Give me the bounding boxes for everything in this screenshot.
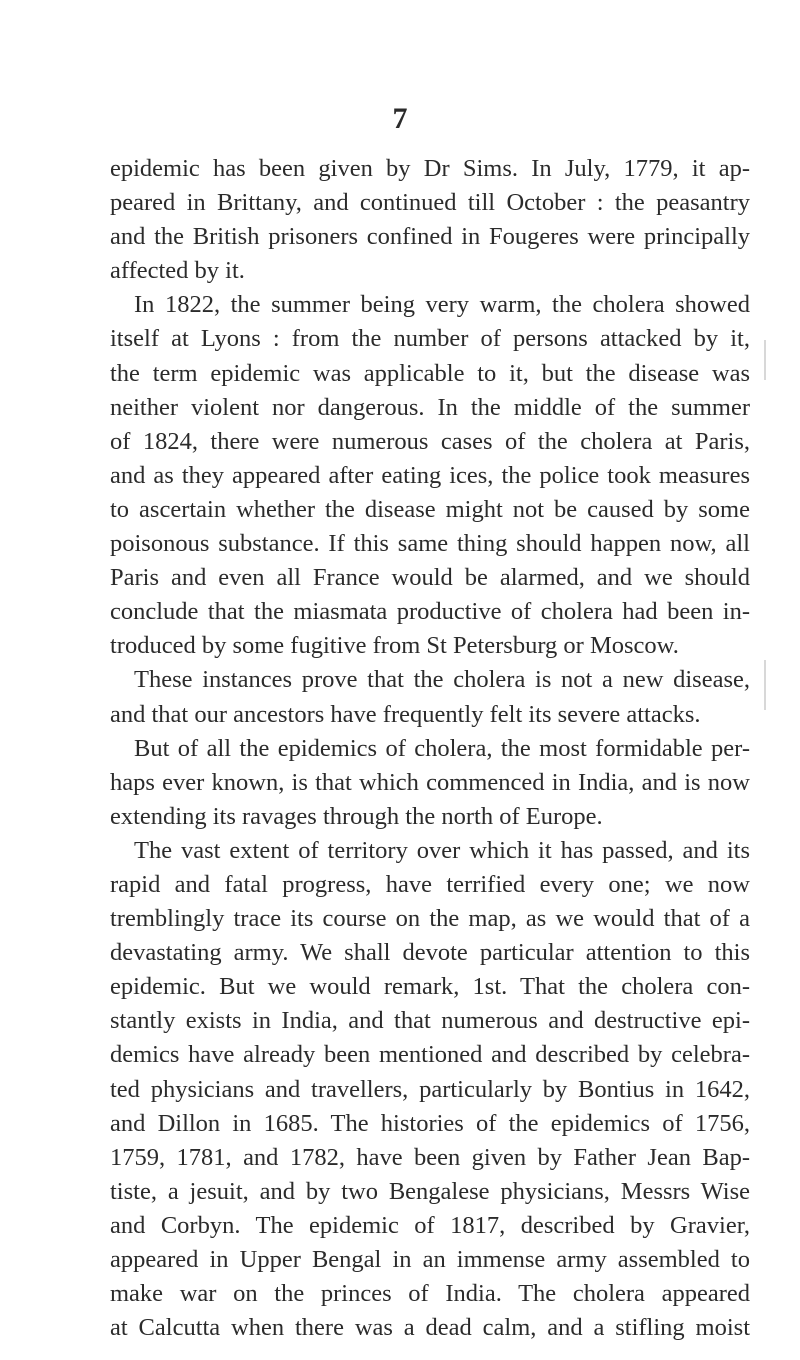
text-line: peared in Brittany, and continued till October : the peasantry <box>110 189 750 217</box>
text-line: These instances prove that the cholera is not a new disease, <box>134 666 750 694</box>
text-line: conclude that the miasmata productive of cholera had been in- <box>110 598 750 626</box>
text-line: and that our ancestors have frequently felt its severe attacks. <box>110 700 701 728</box>
text-line: poisonous substance. If this same thing should happen now, all <box>110 530 750 558</box>
text-line: Paris and even all France would be alarmed, and we should <box>110 564 750 592</box>
text-line: The vast extent of territory over which it has passed, and its <box>134 836 750 864</box>
text-line: stantly exists in India, and that numerous and destructive epi- <box>110 1007 750 1035</box>
text-line: and Dillon in 1685. The histories of the epidemics of 1756, <box>110 1109 750 1137</box>
text-line: rapid and fatal progress, have terrified every one; we now <box>110 870 750 898</box>
margin-mark <box>764 660 766 710</box>
text-line: extending its ravages through the north of Europe. <box>110 802 603 830</box>
text-line: haps ever known, is that which commenced in India, and is now <box>110 768 750 796</box>
text-line: appeared in Upper Bengal in an immense army assembled to <box>110 1246 750 1273</box>
text-line: tremblingly trace its course on the map, as we would that of a <box>110 905 750 933</box>
text-line: to ascertain whether the disease might not be caused by some <box>110 495 750 523</box>
text-line: neither violent nor dangerous. In the middle of the summer <box>110 393 750 421</box>
body-text <box>110 152 750 1345</box>
text-line: epidemic. But we would remark, 1st. That the cholera con- <box>110 973 750 1001</box>
text-line: of 1824, there were numerous cases of the cholera at Paris, <box>110 427 750 455</box>
text-line: But of all the epidemics of cholera, the most formidable per- <box>134 734 750 762</box>
text-line: devastating army. We shall devote particular attention to this <box>110 939 750 967</box>
text-line: tiste, a jesuit, and by two Bengalese physicians, Messrs Wise <box>110 1177 750 1205</box>
text-line: affected by it. <box>110 257 245 285</box>
text-line: and Corbyn. The epidemic of 1817, described by Gravier, <box>110 1211 750 1239</box>
text-line: epidemic has been given by Dr Sims. In July, 1779, it ap- <box>110 155 750 182</box>
text-line: demics have already been mentioned and described by celebra- <box>110 1041 750 1069</box>
text-line: the term epidemic was applicable to it, but the disease was <box>110 359 750 387</box>
page-number: 7 <box>392 102 408 135</box>
text-line: ted physicians and travellers, particularly by Bontius in 1642, <box>110 1075 750 1103</box>
text-line: and as they appeared after eating ices, the police took measures <box>110 461 750 489</box>
text-line: itself at Lyons : from the number of persons attacked by it, <box>110 325 750 353</box>
text-line: 1759, 1781, and 1782, have been given by Father Jean Bap- <box>110 1143 750 1171</box>
text-line: and the British prisoners confined in Fougeres were principally <box>110 223 750 251</box>
text-line: at Calcutta when there was a dead calm, and a stifling moist <box>110 1314 750 1342</box>
text-line: make war on the princes of India. The cholera appeared <box>110 1280 750 1308</box>
text-line: In 1822, the summer being very warm, the cholera showed <box>134 291 750 319</box>
margin-mark <box>764 340 766 380</box>
text-line: troduced by some fugitive from St Petersburg or Moscow. <box>110 632 679 660</box>
